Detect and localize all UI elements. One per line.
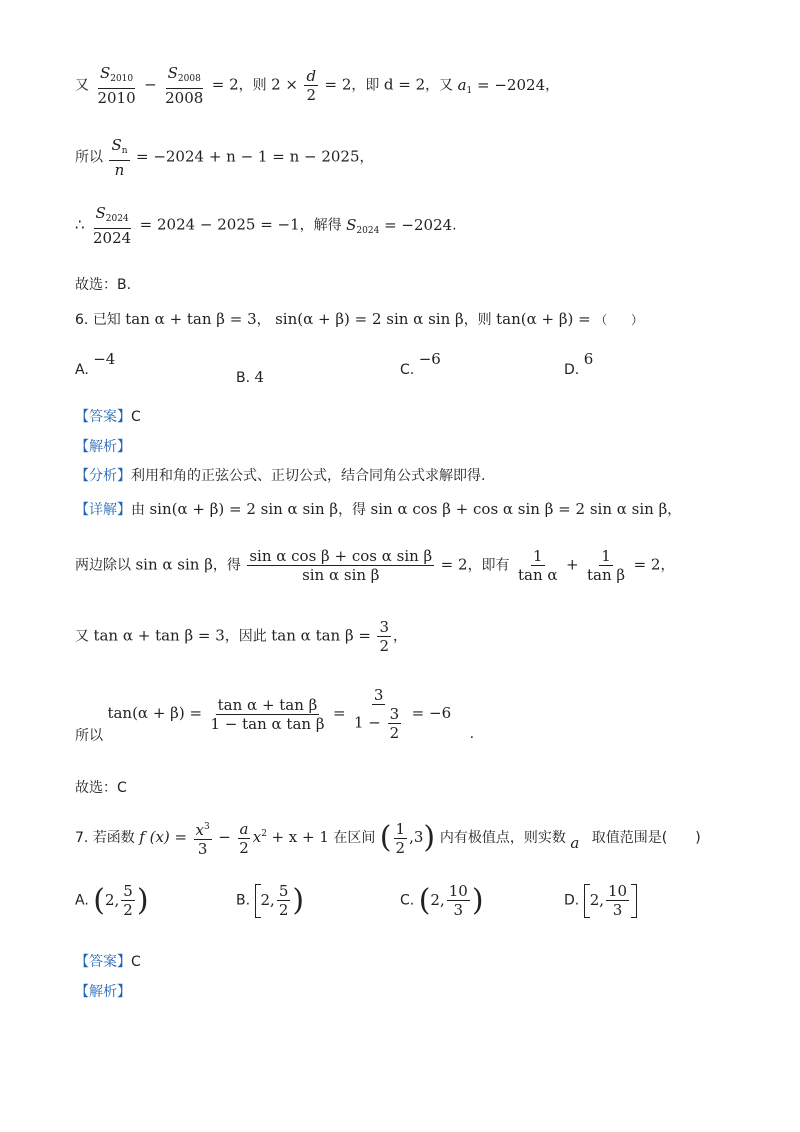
text: ，即 <box>351 77 380 94</box>
answer-blank: （ ） <box>595 313 644 327</box>
text: ，则 <box>463 312 492 328</box>
answer-value: C <box>131 409 141 425</box>
text: 在区间 <box>333 830 376 846</box>
a1-term: $a_1 = -2024$ <box>457 75 546 96</box>
fraction-nested: 3 1 − $\frac{3}{2}$ <box>354 686 400 742</box>
text: ，因此 <box>224 628 267 645</box>
interval-expression: ( $\frac{1}{2}$ ,3) <box>379 819 436 857</box>
detail-line-2 <box>75 547 674 584</box>
option-value: −6 <box>418 350 441 368</box>
fraction-big: $\frac{\text{sin α cos β + cos α sin β}}{\text{sin α sin β}}$ <box>249 547 433 584</box>
fenxi-tag: 【分析】 <box>75 468 131 484</box>
question-7 <box>75 818 701 858</box>
text: ，得 <box>338 502 367 518</box>
fenxi-line <box>75 467 485 485</box>
equation-part: = 2024 − 2025 = −1 <box>139 215 300 234</box>
equation-part: + x + 1 <box>271 828 329 846</box>
text: ， <box>545 77 560 94</box>
fraction-3-over-2: $\frac{3}{2}$ <box>379 618 389 655</box>
option-b <box>236 882 304 919</box>
minus-sign: − <box>144 75 157 94</box>
interval-d: 2, $\frac{10}{3}$ <box>584 891 637 909</box>
option-label: A. <box>75 362 89 378</box>
option-label: B. <box>236 892 251 909</box>
answer-value: C <box>131 954 141 970</box>
answer-pick-c: 故选：C <box>75 780 127 796</box>
solution-line-1 <box>75 64 559 107</box>
text: 若函数 <box>92 830 135 846</box>
option-d <box>564 882 637 919</box>
detail-line-1 <box>75 500 681 519</box>
detail-line-4 <box>75 686 474 742</box>
text: 所以 <box>75 728 103 744</box>
equation-part: tan α tan β = <box>271 626 371 645</box>
equation-part: = 2 <box>633 555 661 574</box>
option-label: D. <box>564 362 580 378</box>
condition-1: tan α + tan β = 3 <box>125 310 257 328</box>
option-d <box>564 350 594 378</box>
equation-part: = −6 <box>411 704 452 722</box>
option-label: D. <box>564 892 580 909</box>
fraction-d-over-2: $\frac{d}{2}$ <box>306 67 317 104</box>
fraction-s2008: $\frac{S_{2008}}{2008}$ <box>165 64 204 107</box>
equation-part: f (x) = <box>139 828 188 846</box>
condition-2: sin(α + β) = 2 sin α sin β <box>275 310 464 328</box>
text: ， <box>667 502 682 518</box>
fraction-tan-sum: $\frac{\text{tan α + tan β}}{\text{1 − tan α tan β}}$ <box>210 695 325 733</box>
x2-term: $x^2$ <box>252 828 267 846</box>
question-6 <box>75 310 643 329</box>
equation-part: = 2 <box>324 75 352 94</box>
question-number: 7. <box>75 830 89 846</box>
text: 已知 <box>92 312 121 328</box>
option-label: C. <box>400 362 415 378</box>
answer-line-q7 <box>75 953 141 971</box>
equation-part: tan α + tan β = 3 <box>93 626 225 645</box>
answer-pick-b: 故选：B. <box>75 277 132 293</box>
text: ， <box>392 628 407 645</box>
minus-sign: − <box>218 828 231 846</box>
fraction-s2024-over-2024: $\frac{S_{2024}}{2024}$ <box>93 204 132 247</box>
fenxi-text: 利用和角的正弦公式、正切公式，结合同角公式求解即得. <box>131 468 486 484</box>
text: 又 <box>75 628 89 645</box>
answer-tag: 【答案】 <box>75 954 131 970</box>
solution-line-2 <box>75 136 374 179</box>
text: ，解得 <box>299 217 342 234</box>
fraction-1-over-tan-beta: $\frac{1}{\text{tan β}}$ <box>587 547 626 584</box>
question-number: 6. <box>75 312 89 328</box>
analysis-tag: 【解析】 <box>75 439 131 455</box>
fraction-x3-over-3: $\frac{x^3}{3}$ <box>194 818 212 858</box>
option-label: C. <box>400 892 415 909</box>
text: 由 <box>131 502 145 518</box>
text: ， <box>660 557 675 574</box>
s2024-term: $S_{2024} = -2024$ <box>346 215 453 236</box>
option-value: 6 <box>583 350 594 368</box>
fraction-a-over-2: $\frac{a}{2}$ <box>239 819 249 857</box>
text: 取值范围是( ) <box>591 830 701 846</box>
equation-part: = −2024 + n − 1 = n − 2025 <box>135 147 360 166</box>
answer-tag: 【答案】 <box>75 409 131 425</box>
text: ，又 <box>425 77 454 94</box>
option-c <box>400 350 441 378</box>
detail-tag: 【详解】 <box>75 502 131 518</box>
text: 内有极值点，则实数 <box>439 830 566 846</box>
equation-part: sin(α + β) = 2 sin α sin β <box>149 500 339 518</box>
therefore-symbol: ∴ <box>75 215 85 234</box>
plus-sign: + <box>566 555 579 574</box>
text: ，即有 <box>467 557 510 574</box>
text: . <box>452 217 457 234</box>
equation-part: = 2 <box>211 75 239 94</box>
answer-line <box>75 408 141 426</box>
interval-a: (2, $\frac{5}{2}$ ) <box>93 882 149 919</box>
fraction-s2010: $\frac{S_{2010}}{2010}$ <box>97 64 136 107</box>
text: 两边除以 <box>75 557 131 574</box>
option-label: B. <box>236 370 251 386</box>
text: 又 <box>75 77 89 94</box>
fraction-sn-over-n: $\frac{S_n}{n}$ <box>111 136 128 179</box>
interval-b: 2, $\frac{5}{2}$ ) <box>255 891 305 909</box>
interval-c: (2, $\frac{10}{3}$ ) <box>418 882 484 919</box>
text: ， <box>256 312 271 328</box>
equation-part: d = 2 <box>383 75 426 94</box>
text: ， <box>359 149 374 166</box>
option-c <box>400 882 484 919</box>
detail-line-3 <box>75 618 407 655</box>
text: . <box>469 726 475 742</box>
text: 所以 <box>75 149 103 166</box>
option-value: −4 <box>93 350 116 368</box>
option-b <box>236 368 264 386</box>
text: ，则 <box>238 77 267 94</box>
equation-part: sin α sin β <box>135 555 213 574</box>
fraction-1-over-tan-alpha: $\frac{1}{\text{tan α}}$ <box>518 547 558 584</box>
equation-part: = <box>332 704 346 722</box>
variable-a: a <box>570 834 580 852</box>
option-a <box>75 350 116 378</box>
solution-line-3 <box>75 204 457 247</box>
analysis-tag-q7: 【解析】 <box>75 984 131 1000</box>
equation-part: 2 × <box>271 75 298 94</box>
option-label: A. <box>75 892 89 909</box>
equation-part: = 2 <box>440 555 468 574</box>
option-a <box>75 882 149 919</box>
text: ，得 <box>212 557 241 574</box>
equation-part: sin α cos β + cos α sin β = 2 sin α sin β <box>370 500 668 518</box>
question-expression: tan(α + β) = <box>496 310 591 328</box>
equation-part: tan(α + β) = <box>107 704 203 722</box>
option-value: 4 <box>254 368 265 386</box>
